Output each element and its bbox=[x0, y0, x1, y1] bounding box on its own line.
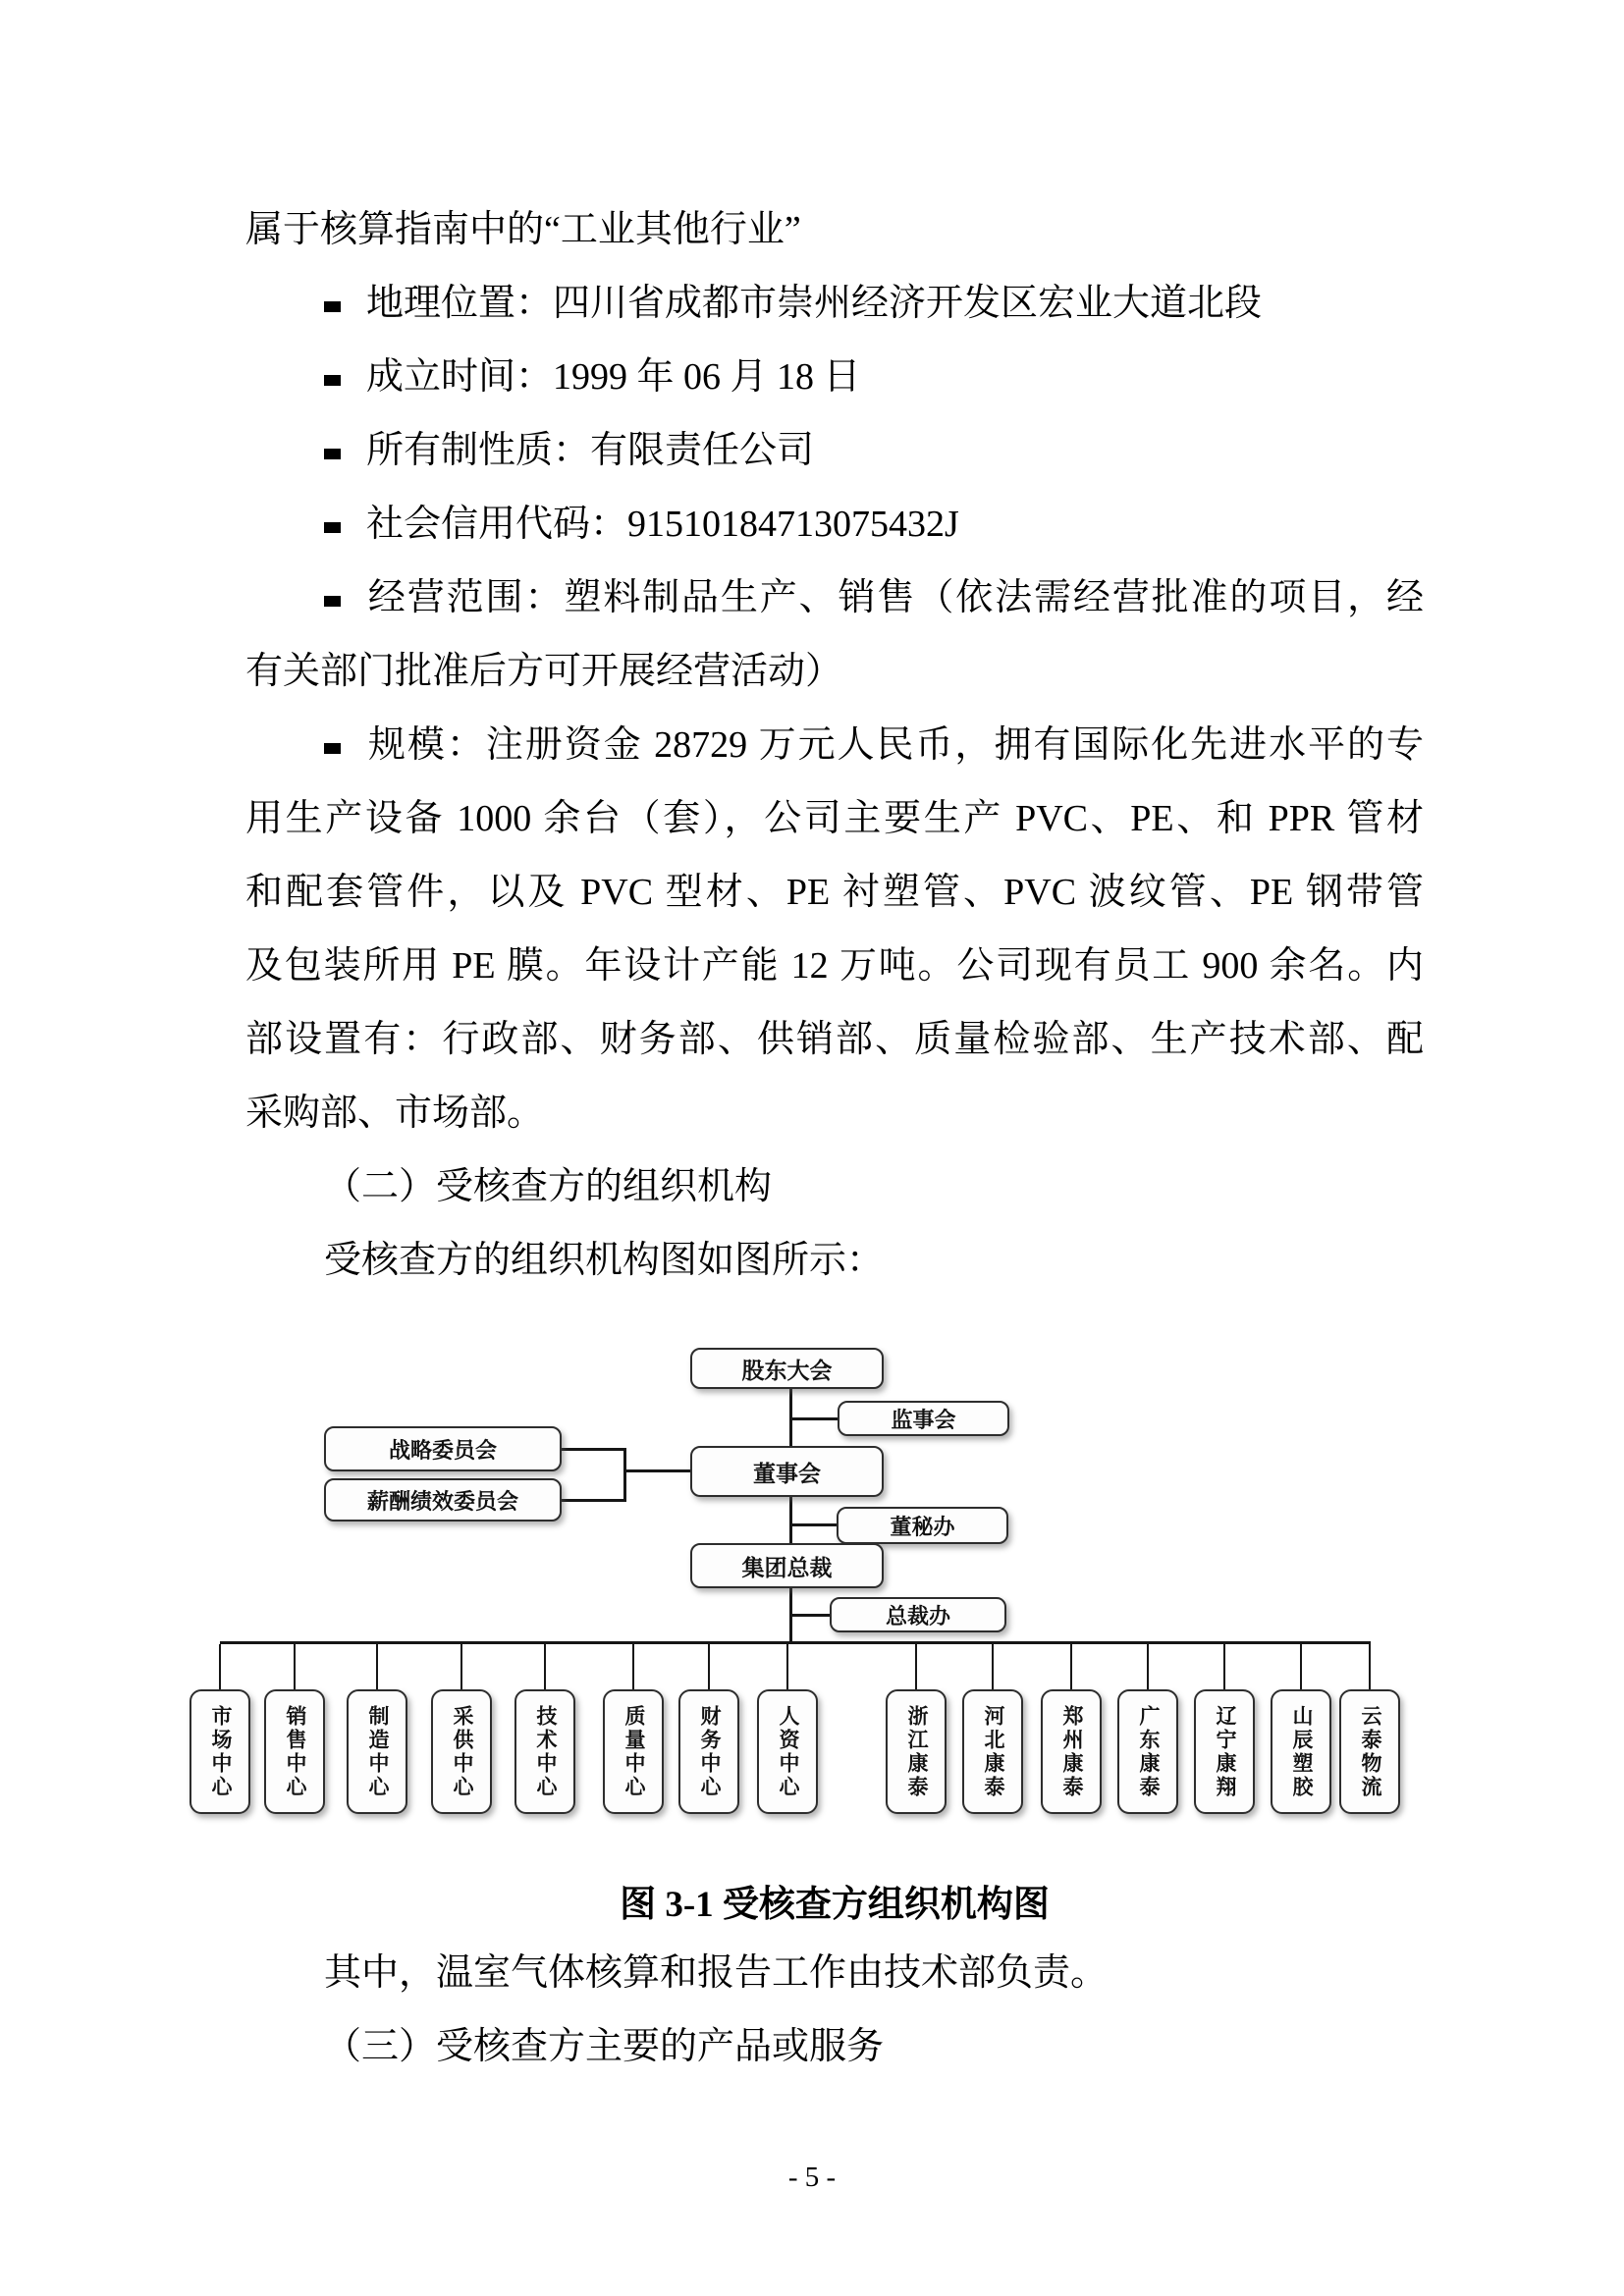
section-heading-2 bbox=[245, 1150, 1424, 1224]
org-chart-figure bbox=[128, 1348, 1453, 1839]
body-line bbox=[245, 193, 1424, 267]
org-node-president-office bbox=[830, 1597, 1006, 1632]
body-line-text: 有关部门批准后方可开展经营活动） bbox=[245, 651, 843, 692]
body-line bbox=[245, 1003, 1424, 1077]
org-node-label: 人资中心 bbox=[777, 1704, 799, 1799]
body-line-text: 成立时间：1999 年 06 月 18 日 bbox=[366, 356, 861, 398]
org-node-label: 河北康泰 bbox=[982, 1704, 1004, 1799]
bullet-square-icon bbox=[324, 522, 341, 533]
body-line bbox=[245, 1224, 1424, 1298]
body-line-text: 和配套管件，以及 PVC 型材、PE 衬塑管、PVC 波纹管、PE 钢带管 bbox=[245, 872, 1424, 913]
body-line bbox=[245, 856, 1424, 930]
body-line-text: 部设置有：行政部、财务部、供销部、质量检验部、生产技术部、配 bbox=[245, 1019, 1424, 1060]
connector-line bbox=[623, 1469, 690, 1472]
connector-drop-line bbox=[708, 1644, 710, 1689]
figure-caption: 图 3-1 受核查方组织机构图 bbox=[620, 1885, 1050, 1925]
bullet-square-icon bbox=[324, 375, 341, 386]
org-node-group-president bbox=[690, 1543, 884, 1588]
connector-drop-line bbox=[1223, 1644, 1225, 1689]
bullet-square-icon bbox=[324, 449, 341, 459]
org-node-center bbox=[431, 1689, 492, 1814]
org-node-label: 采供中心 bbox=[451, 1704, 473, 1799]
org-node-label: 销售中心 bbox=[284, 1704, 306, 1799]
org-node-label: 董秘办 bbox=[890, 1514, 955, 1539]
connector-drop-line bbox=[219, 1644, 221, 1689]
org-node-label: 监事会 bbox=[891, 1407, 956, 1432]
org-node-label: 云泰物流 bbox=[1359, 1704, 1381, 1799]
org-node-label: 质量中心 bbox=[623, 1704, 645, 1799]
body-line-text: 其中，温室气体核算和报告工作由技术部负责。 bbox=[324, 1952, 1109, 1994]
body-line bbox=[245, 1077, 1424, 1150]
org-node-label: 技术中心 bbox=[534, 1704, 557, 1799]
body-line-text: 受核查方的组织机构图如图所示： bbox=[324, 1240, 885, 1281]
body-line bbox=[245, 930, 1424, 1003]
body-line-text: 经营范围：塑料制品生产、销售（依法需经营批准的项目，经 bbox=[366, 577, 1424, 618]
connector-line bbox=[562, 1499, 625, 1502]
org-node-label: 市场中心 bbox=[209, 1704, 232, 1799]
connector-line bbox=[792, 1417, 838, 1420]
body-line bbox=[245, 341, 1424, 414]
body-line bbox=[245, 1937, 1424, 2010]
connector-drop-line bbox=[1147, 1644, 1149, 1689]
connector-drop-line bbox=[992, 1644, 994, 1689]
body-line-text: 地理位置：四川省成都市崇州经济开发区宏业大道北段 bbox=[366, 283, 1263, 324]
connector-drop-line bbox=[294, 1644, 296, 1689]
org-node-label: 山辰塑胶 bbox=[1290, 1704, 1313, 1799]
bullet-square-icon bbox=[324, 743, 341, 754]
org-node-subsidiary bbox=[1117, 1689, 1178, 1814]
connector-drop-line bbox=[376, 1644, 378, 1689]
org-node-subsidiary bbox=[886, 1689, 947, 1814]
body-line bbox=[245, 267, 1424, 341]
org-node-subsidiary bbox=[1194, 1689, 1255, 1814]
body-line-text: 社会信用代码：91510184713075432J bbox=[366, 504, 959, 545]
org-node-label: 薪酬绩效委员会 bbox=[366, 1488, 518, 1514]
org-node-center bbox=[189, 1689, 250, 1814]
org-node-label: 广东康泰 bbox=[1137, 1704, 1160, 1799]
org-node-center bbox=[603, 1689, 664, 1814]
org-node-subsidiary bbox=[962, 1689, 1023, 1814]
body-line bbox=[245, 561, 1424, 635]
connector-drop-line bbox=[1369, 1644, 1371, 1689]
connector-drop-line bbox=[632, 1644, 634, 1689]
org-node-center bbox=[264, 1689, 325, 1814]
org-node-compensation-committee bbox=[324, 1478, 562, 1522]
connector-line bbox=[792, 1523, 837, 1526]
connector-drop-line bbox=[1070, 1644, 1072, 1689]
body-line-text: 所有制性质：有限责任公司 bbox=[366, 430, 815, 471]
connector-drop-line bbox=[460, 1644, 462, 1689]
connector-bus-line bbox=[220, 1641, 1371, 1644]
body-line-text: （二）受核查方的组织机构 bbox=[324, 1166, 773, 1207]
bullet-square-icon bbox=[324, 596, 341, 607]
org-node-board-secretary-office bbox=[837, 1507, 1008, 1544]
connector-line bbox=[789, 1497, 792, 1543]
body-line-text: （三）受核查方主要的产品或服务 bbox=[324, 2026, 885, 2067]
body-line bbox=[245, 488, 1424, 561]
org-node-center bbox=[678, 1689, 739, 1814]
bullet-square-icon bbox=[324, 301, 341, 312]
org-node-subsidiary bbox=[1271, 1689, 1331, 1814]
org-node-shareholders-meeting bbox=[690, 1348, 884, 1389]
connector-drop-line bbox=[915, 1644, 917, 1689]
body-text-block bbox=[245, 193, 1424, 1298]
body-line-text: 用生产设备 1000 余台（套），公司主要生产 PVC、PE、和 PPR 管材 bbox=[245, 798, 1424, 839]
org-node-label: 制造中心 bbox=[366, 1704, 389, 1799]
org-node-board-of-directors bbox=[690, 1446, 884, 1497]
connector-drop-line bbox=[544, 1644, 546, 1689]
connector-drop-line bbox=[1300, 1644, 1302, 1689]
org-node-label: 董事会 bbox=[753, 1460, 821, 1486]
org-node-label: 郑州康泰 bbox=[1060, 1704, 1083, 1799]
org-node-label: 集团总裁 bbox=[741, 1554, 833, 1580]
body-text-block-2 bbox=[245, 1937, 1424, 2084]
body-line bbox=[245, 782, 1424, 856]
body-line-text: 采购部、市场部。 bbox=[245, 1093, 545, 1134]
body-line bbox=[245, 635, 1424, 709]
org-node-label: 战略委员会 bbox=[388, 1437, 497, 1463]
body-line bbox=[245, 414, 1424, 488]
org-node-label: 财务中心 bbox=[698, 1704, 721, 1799]
org-node-label: 股东大会 bbox=[741, 1357, 833, 1383]
org-node-center bbox=[514, 1689, 575, 1814]
org-node-center bbox=[757, 1689, 818, 1814]
connector-drop-line bbox=[786, 1644, 788, 1689]
connector-line bbox=[623, 1448, 626, 1502]
org-node-supervisory-board bbox=[838, 1401, 1009, 1436]
org-node-label: 辽宁康翔 bbox=[1214, 1704, 1236, 1799]
org-node-strategy-committee bbox=[324, 1426, 562, 1471]
org-node-center bbox=[347, 1689, 407, 1814]
connector-line bbox=[792, 1614, 830, 1617]
section-heading-3 bbox=[245, 2010, 1424, 2084]
body-line bbox=[245, 709, 1424, 782]
body-line-text: 规模：注册资金 28729 万元人民币，拥有国际化先进水平的专 bbox=[366, 724, 1424, 766]
body-line-text: 及包装所用 PE 膜。年设计产能 12 万吨。公司现有员工 900 余名。内 bbox=[245, 945, 1424, 987]
org-node-label: 总裁办 bbox=[885, 1603, 950, 1629]
connector-line bbox=[562, 1448, 625, 1451]
org-node-label: 浙江康泰 bbox=[905, 1704, 928, 1799]
body-line-text: 属于核算指南中的“工业其他行业” bbox=[245, 209, 801, 250]
page-number: - 5 - bbox=[787, 2162, 837, 2193]
org-node-subsidiary bbox=[1339, 1689, 1400, 1814]
org-node-subsidiary bbox=[1041, 1689, 1102, 1814]
